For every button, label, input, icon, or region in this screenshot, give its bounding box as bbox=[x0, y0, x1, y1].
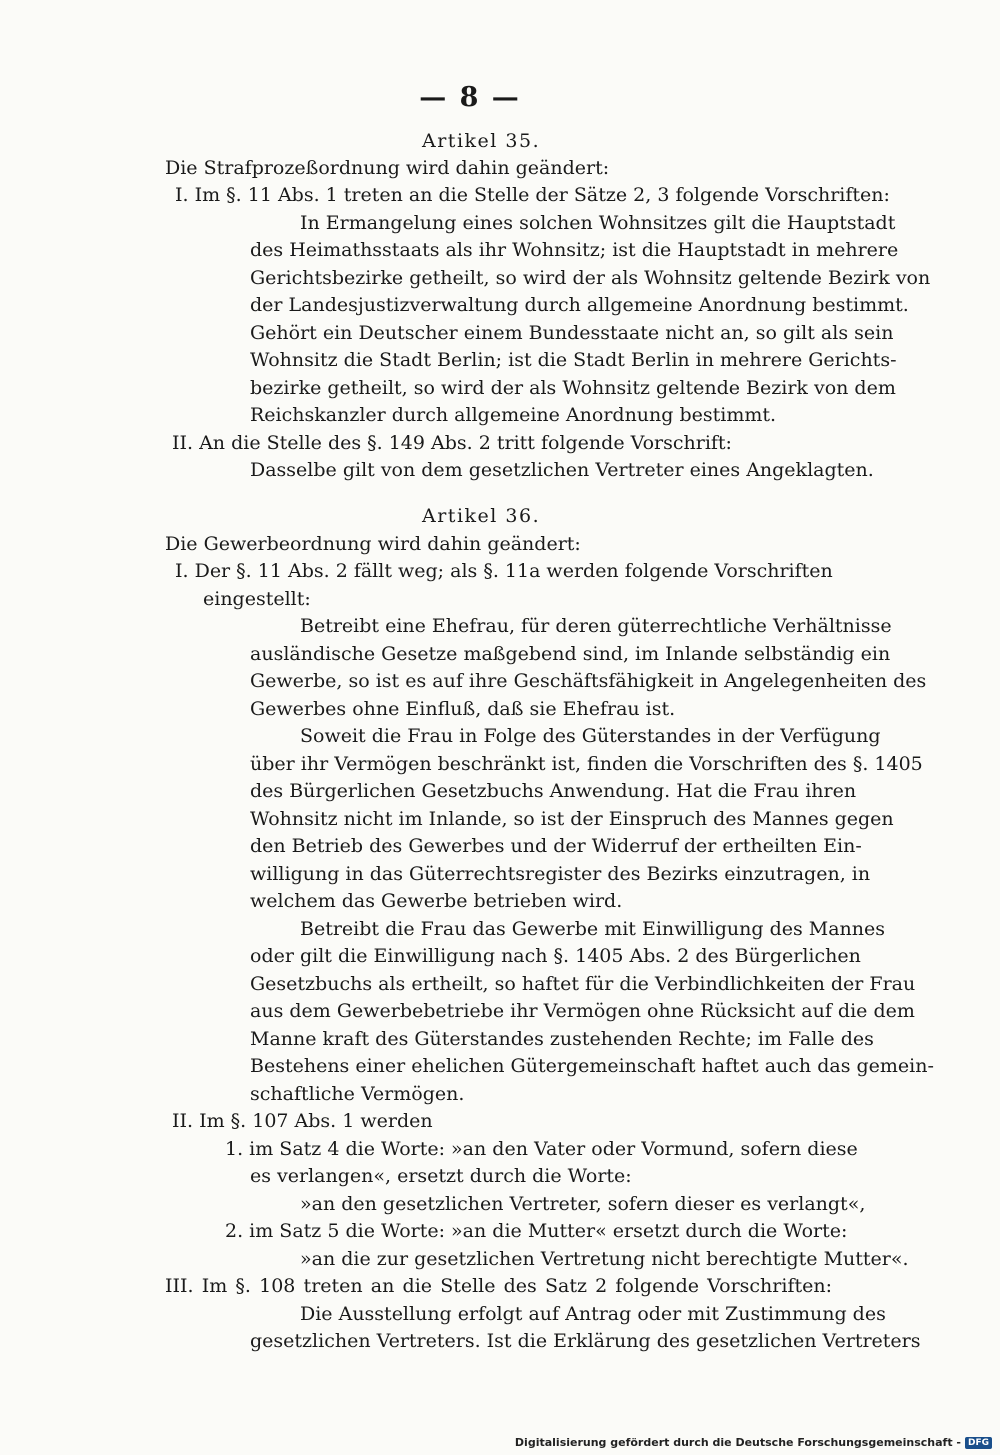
body-line: bezirke getheilt, so wird der als Wohnsitz geltende Bezirk von dem bbox=[250, 377, 896, 399]
digitization-footer bbox=[515, 1436, 992, 1449]
body-line: eingestellt: bbox=[203, 588, 311, 610]
body-line: Betreibt die Frau das Gewerbe mit Einwilligung des Mannes bbox=[300, 918, 886, 940]
body-line: Dasselbe gilt von dem gesetzlichen Vertreter eines Angeklagten. bbox=[250, 459, 874, 481]
body-line: der Landesjustizverwaltung durch allgemeine Anordnung bestimmt. bbox=[250, 294, 909, 316]
body-line: gesetzlichen Vertreters. Ist die Erklärung des gesetzlichen Vertreters bbox=[250, 1330, 921, 1352]
article-35-heading: Artikel 35. bbox=[422, 130, 541, 152]
body-line: des Bürgerlichen Gesetzbuchs Anwendung. Hat die Frau ihren bbox=[250, 780, 857, 802]
body-line: I. Im §. 11 Abs. 1 treten an die Stelle der Sätze 2, 3 folgende Vorschriften: bbox=[175, 184, 890, 206]
body-line: schaftliche Vermögen. bbox=[250, 1083, 465, 1105]
body-line: des Heimathsstaats als ihr Wohnsitz; ist die Hauptstadt in mehrere bbox=[250, 239, 899, 261]
body-line: Wohnsitz nicht im Inlande, so ist der Einspruch des Mannes gegen bbox=[250, 808, 894, 830]
body-line: ausländische Gesetze maßgebend sind, im Inlande selbständig ein bbox=[250, 643, 891, 665]
body-line: Bestehens einer ehelichen Gütergemeinschaft haftet auch das gemein- bbox=[250, 1055, 934, 1077]
body-line: Wohnsitz die Stadt Berlin; ist die Stadt Berlin in mehrere Gerichts- bbox=[250, 349, 897, 371]
body-line: III. Im §. 108 treten an die Stelle des Satz 2 folgende Vorschriften: bbox=[165, 1275, 832, 1297]
body-line: Gewerbes ohne Einfluß, daß sie Ehefrau ist. bbox=[250, 698, 676, 720]
page-number: — 8 — bbox=[419, 82, 521, 113]
body-line: welchem das Gewerbe betrieben wird. bbox=[250, 890, 623, 912]
footer-text: Digitalisierung gefördert durch die Deutsche Forschungsgemeinschaft - bbox=[514, 1436, 961, 1449]
body-line: »an den gesetzlichen Vertreter, sofern dieser es verlangt«, bbox=[300, 1193, 866, 1215]
dfg-logo: DFG bbox=[965, 1437, 992, 1449]
body-line: 1. im Satz 4 die Worte: »an den Vater oder Vormund, sofern diese bbox=[225, 1138, 858, 1160]
body-line: Gerichtsbezirke getheilt, so wird der als Wohnsitz geltende Bezirk von bbox=[250, 267, 931, 289]
body-line: Manne kraft des Güterstandes zustehenden Rechte; im Falle des bbox=[250, 1028, 874, 1050]
body-line: Betreibt eine Ehefrau, für deren güterrechtliche Verhältnisse bbox=[300, 615, 892, 637]
body-line: den Betrieb des Gewerbes und der Widerruf der ertheilten Ein- bbox=[250, 835, 862, 857]
body-line: Gehört ein Deutscher einem Bundesstaate nicht an, so gilt als sein bbox=[250, 322, 894, 344]
body-line: aus dem Gewerbebetriebe ihr Vermögen ohne Rücksicht auf die dem bbox=[250, 1000, 915, 1022]
body-line: Gewerbe, so ist es auf ihre Geschäftsfähigkeit in Angelegenheiten des bbox=[250, 670, 927, 692]
body-line: »an die zur gesetzlichen Vertretung nicht berechtigte Mutter«. bbox=[300, 1248, 909, 1270]
body-line: Soweit die Frau in Folge des Güterstandes in der Verfügung bbox=[300, 725, 881, 747]
body-line: II. An die Stelle des §. 149 Abs. 2 tritt folgende Vorschrift: bbox=[172, 432, 732, 454]
article-36-heading: Artikel 36. bbox=[422, 505, 541, 527]
body-line: In Ermangelung eines solchen Wohnsitzes gilt die Hauptstadt bbox=[300, 212, 896, 234]
body-line: Reichskanzler durch allgemeine Anordnung bestimmt. bbox=[250, 404, 777, 426]
body-line: 2. im Satz 5 die Worte: »an die Mutter« ersetzt durch die Worte: bbox=[225, 1220, 848, 1242]
body-line: Gesetzbuchs als ertheilt, so haftet für die Verbindlichkeiten der Frau bbox=[250, 973, 916, 995]
body-line: es verlangen«, ersetzt durch die Worte: bbox=[250, 1165, 632, 1187]
body-line: willigung in das Güterrechtsregister des Bezirks einzutragen, in bbox=[250, 863, 871, 885]
body-line: oder gilt die Einwilligung nach §. 1405 Abs. 2 des Bürgerlichen bbox=[250, 945, 861, 967]
body-line: Die Strafprozeßordnung wird dahin geändert: bbox=[165, 157, 610, 179]
body-line: Die Ausstellung erfolgt auf Antrag oder mit Zustimmung des bbox=[300, 1303, 886, 1325]
body-line: über ihr Vermögen beschränkt ist, finden die Vorschriften des §. 1405 bbox=[250, 753, 923, 775]
body-line: Die Gewerbeordnung wird dahin geändert: bbox=[165, 533, 581, 555]
body-line: II. Im §. 107 Abs. 1 werden bbox=[172, 1110, 433, 1132]
body-line: I. Der §. 11 Abs. 2 fällt weg; als §. 11a werden folgende Vorschriften bbox=[175, 560, 833, 582]
